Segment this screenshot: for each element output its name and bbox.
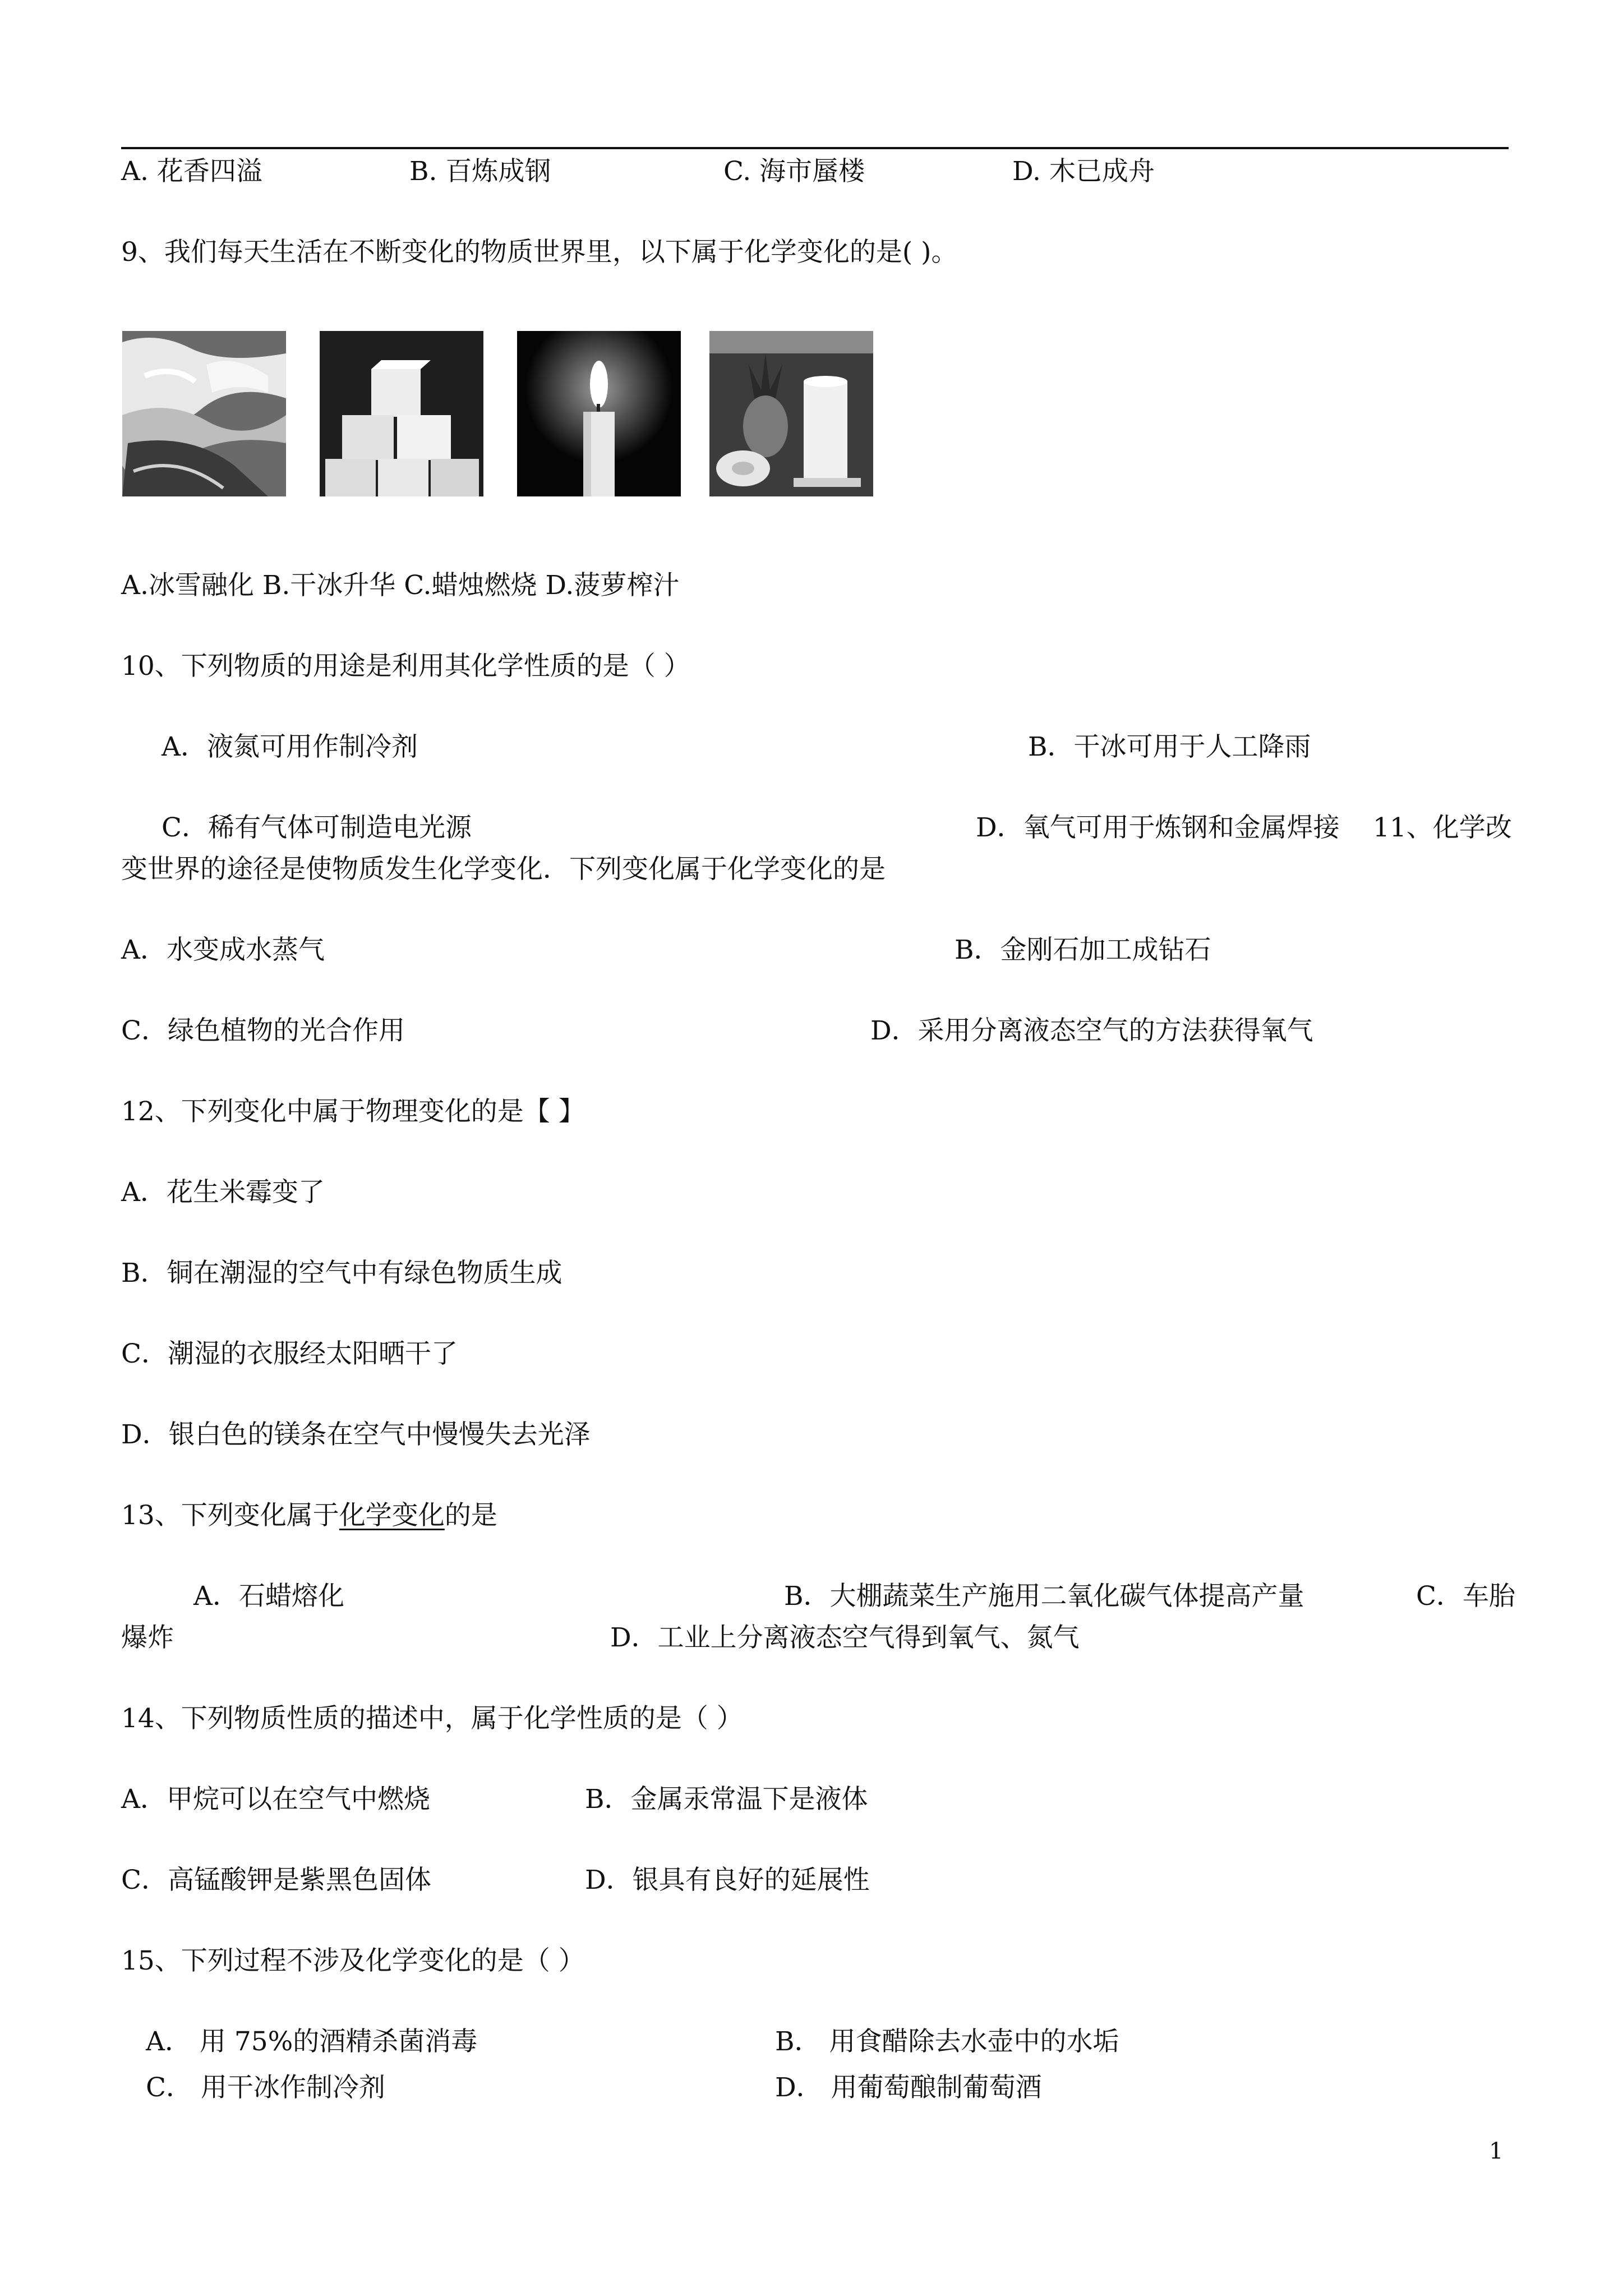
q11-stem-end: 变世界的途径是使物质发生化学变化．下列变化属于化学变化的是 [121,854,886,885]
q8-option-d: D. 木已成舟 [1012,156,1155,187]
q13-option-a: A．石蜡熔化 [193,1581,344,1612]
snow-melting-photo [122,331,286,496]
q13-option-d: D．工业上分离液态空气得到氧气、氮气 [610,1622,1080,1653]
q11-option-c: C．绿色植物的光合作用 [121,1015,405,1046]
q12-stem: 12、下列变化中属于物理变化的是【 】 [121,1096,585,1127]
q9-options: A.冰雪融化 B.干冰升华 C.蜡烛燃烧 D.菠萝榨汁 [121,570,680,601]
q11-option-d: D．采用分离液态空气的方法获得氧气 [870,1015,1313,1046]
q14-option-a: A．甲烷可以在空气中燃烧 [121,1784,430,1815]
q13-stem-suffix: 的是 [444,1500,497,1531]
q14-stem: 14、下列物质性质的描述中，属于化学性质的是（ ） [121,1703,743,1734]
q15-option-b: B． 用食醋除去水壶中的水垢 [775,2026,1119,2057]
q15-stem: 15、下列过程不涉及化学变化的是（ ） [121,1945,585,1976]
q12-option-d: D．银白色的镁条在空气中慢慢失去光泽 [121,1419,591,1450]
q8-option-c: C. 海市蜃楼 [723,156,865,187]
q10-option-c: C．稀有气体可制造电光源 [162,812,472,843]
q13-stem [121,1499,497,1533]
q11-option-a: A．水变成水蒸气 [121,935,325,965]
q15-option-a: A． 用 75%的酒精杀菌消毒 [146,2026,478,2057]
header-rule [121,147,1509,149]
q10-stem: 10、下列物质的用途是利用其化学性质的是（ ） [121,651,690,682]
q11-stem-start: 11、化学改 [1373,812,1512,843]
q10-option-d: D．氧气可用于炼钢和金属焊接 [976,812,1340,843]
q10-option-b: B．干冰可用于人工降雨 [1028,731,1311,762]
q15-option-c: C． 用干冰作制冷剂 [146,2072,385,2103]
q12-option-b: B．铜在潮湿的空气中有绿色物质生成 [121,1258,562,1289]
q15-option-d: D． 用葡萄酿制葡萄酒 [775,2072,1042,2103]
q10-option-a: A．液氮可用作制冷剂 [162,731,418,762]
q9-stem: 9、我们每天生活在不断变化的物质世界里，以下属于化学变化的是( )。 [121,237,958,268]
q14-option-c: C．高锰酸钾是紫黑色固体 [121,1865,431,1895]
q13-option-c-end: 爆炸 [121,1622,174,1653]
q13-option-c-start: C．车胎 [1416,1581,1515,1612]
q13-option-b: B．大棚蔬菜生产施用二氧化碳气体提高产量 [784,1581,1304,1612]
q14-option-b: B．金属汞常温下是液体 [585,1784,868,1815]
q12-option-a: A．花生米霉变了 [121,1177,325,1208]
page-number: 1 [1489,2138,1504,2164]
q14-option-d: D．银具有良好的延展性 [585,1865,870,1895]
q11-option-b: B．金刚石加工成钻石 [955,935,1211,965]
q13-stem-underlined: 化学变化 [339,1500,445,1531]
q12-option-c: C．潮湿的衣服经太阳晒干了 [121,1338,458,1369]
q13-stem-prefix: 13、下列变化属于 [121,1500,339,1531]
q8-option-b: B. 百炼成钢 [409,156,551,187]
dry-ice-cubes-photo [320,331,483,496]
q8-option-a: A. 花香四溢 [121,156,262,187]
pineapple-juice-photo [709,331,873,496]
candle-burning-photo [517,331,681,496]
